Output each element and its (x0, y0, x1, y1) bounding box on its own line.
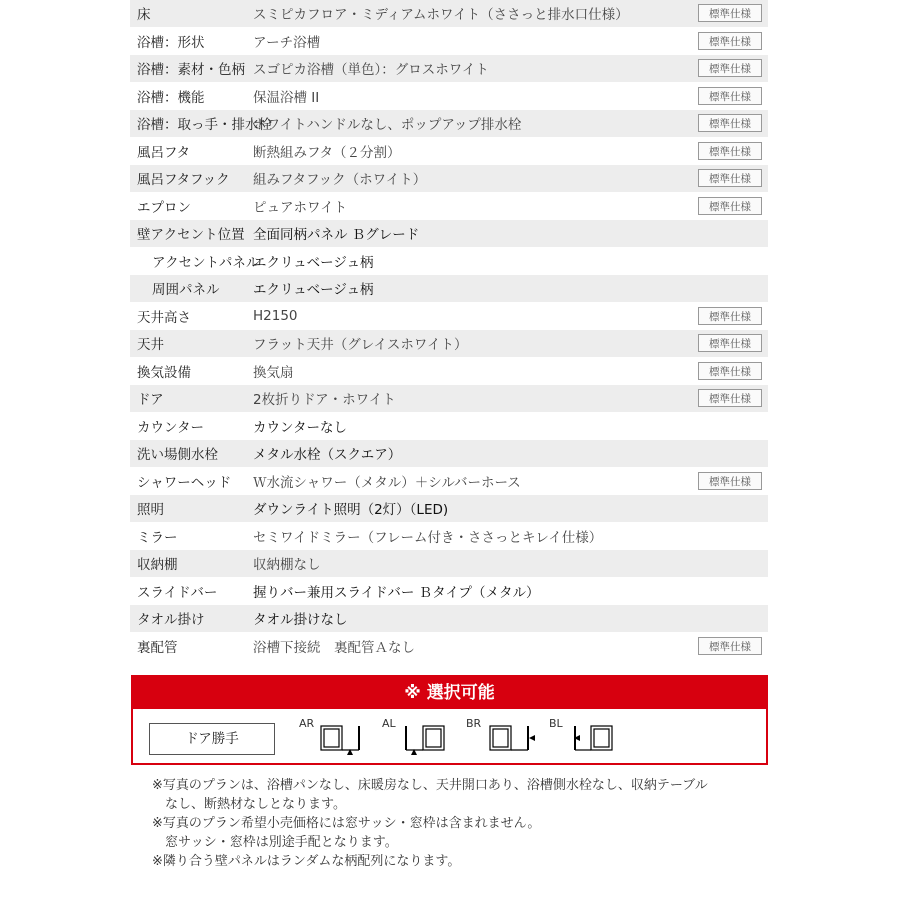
standard-spec-badge: 標準仕様 (698, 362, 762, 380)
spec-row (130, 385, 768, 413)
standard-spec-badge: 標準仕様 (698, 307, 762, 325)
spec-value: ダウンライト照明（2灯）（LED) (253, 502, 449, 519)
door-hand-label: ドア勝手 (149, 723, 275, 755)
door-hand-br-icon[interactable] (488, 724, 540, 756)
spec-row (130, 0, 768, 28)
spec-label: カウンター (137, 419, 204, 436)
door-hand-code-br: BR (466, 717, 482, 730)
spec-row (130, 248, 768, 276)
standard-spec-badge: 標準仕様 (698, 637, 762, 655)
spec-label: ミラー (137, 529, 178, 546)
spec-value: 全面同柄パネル Ｂグレード (253, 227, 420, 244)
note-line: ※写真のプランは、浴槽パンなし、床暖房なし、天井開口あり、浴槽側水栓なし、収納テーブル (152, 778, 708, 793)
spec-label: アクセントパネル (152, 254, 260, 271)
spec-row (130, 55, 768, 83)
standard-spec-badge: 標準仕様 (698, 472, 762, 490)
spec-label: 床 (137, 7, 151, 24)
spec-row (130, 440, 768, 468)
standard-spec-badge: 標準仕様 (698, 59, 762, 77)
spec-value: 組みフタフック（ホワイト） (253, 172, 427, 189)
standard-spec-badge: 標準仕様 (698, 114, 762, 132)
spec-value: 保温浴槽 II (253, 89, 320, 106)
spec-label: 風呂フタフック (137, 172, 230, 189)
spec-row (130, 605, 768, 633)
spec-row (130, 165, 768, 193)
spec-value: セミワイドミラー（フレーム付き・ささっとキレイ仕様） (253, 529, 603, 546)
door-hand-code-al: AL (382, 717, 396, 730)
spec-row (130, 495, 768, 523)
standard-spec-badge: 標準仕様 (698, 389, 762, 407)
spec-value: メタル水栓（スクエア） (253, 447, 402, 464)
spec-row (130, 193, 768, 221)
spec-label: ドア (137, 392, 164, 409)
spec-value: 握りバー兼用スライドバー Ｂタイプ（メタル） (253, 584, 540, 601)
spec-label: タオル掛け (137, 612, 205, 629)
spec-value: スゴピカ浴槽（単色）：グロスホワイト (253, 62, 489, 79)
spec-label: 洗い場側水栓 (137, 447, 218, 464)
spec-value: Ｗ水流シャワー（メタル）＋シルバーホース (253, 474, 521, 491)
spec-row (130, 110, 768, 138)
spec-label: 換気設備 (137, 364, 191, 381)
spec-label: 浴槽：形状 (137, 34, 205, 51)
spec-value: 収納棚なし (253, 557, 321, 574)
spec-value: 換気扇 (253, 364, 294, 381)
spec-label: エプロン (137, 199, 191, 216)
door-hand-bl-icon[interactable] (569, 724, 625, 756)
spec-value: カウンターなし (253, 419, 347, 436)
spec-label: スライドバー (137, 584, 218, 601)
spec-table (130, 0, 768, 660)
door-hand-code-bl: BL (549, 717, 563, 730)
note-line: なし、断熱材なしとなります。 (165, 797, 346, 812)
spec-row (130, 138, 768, 166)
spec-value: アーチ浴槽 (253, 34, 321, 51)
spec-value: ピュアホワイト (253, 199, 348, 216)
spec-row (130, 413, 768, 441)
note-line: 窓サッシ・窓枠は別途手配となります。 (165, 835, 398, 850)
standard-spec-badge: 標準仕様 (698, 334, 762, 352)
door-hand-ar-icon[interactable] (319, 724, 371, 756)
spec-row (130, 275, 768, 303)
spec-row (130, 28, 768, 56)
spec-label: 浴槽：機能 (137, 89, 205, 106)
spec-value: エクリュベージュ柄 (253, 254, 374, 271)
note-line: ※写真のプラン希望小売価格には窓サッシ・窓枠は含まれません。 (152, 816, 541, 831)
spec-label: 壁アクセント位置 (137, 227, 245, 244)
door-hand-row (133, 709, 766, 763)
spec-row (130, 633, 768, 661)
standard-spec-badge: 標準仕様 (698, 87, 762, 105)
standard-spec-badge: 標準仕様 (698, 4, 762, 22)
spec-label: シャワーヘッド (137, 474, 232, 491)
spec-row (130, 523, 768, 551)
spec-value: 断熱組みフタ（２分割） (253, 144, 401, 161)
spec-label: 照明 (137, 502, 164, 519)
spec-row (130, 220, 768, 248)
spec-row (130, 303, 768, 331)
spec-label: 裏配管 (137, 639, 178, 656)
spec-value: 2枚折りドア・ホワイト (253, 392, 396, 409)
spec-row (130, 330, 768, 358)
spec-value: ホワイトハンドルなし、ポップアップ排水栓 (253, 117, 522, 134)
spec-value: H2150 (253, 307, 298, 324)
spec-label: 風呂フタ (137, 144, 191, 161)
spec-value: タオル掛けなし (253, 612, 348, 629)
spec-row (130, 578, 768, 606)
standard-spec-badge: 標準仕様 (698, 169, 762, 187)
door-hand-al-icon[interactable] (403, 724, 455, 756)
spec-label: 天井高さ (137, 309, 191, 326)
spec-label: 浴槽：取っ手・排水栓 (137, 117, 272, 134)
spec-label: 収納棚 (137, 557, 178, 574)
spec-row (130, 550, 768, 578)
spec-value: スミピカフロア・ミディアムホワイト（ささっと排水口仕様） (253, 7, 629, 24)
selectable-options-box (131, 675, 768, 765)
standard-spec-badge: 標準仕様 (698, 197, 762, 215)
spec-value: 浴槽下接続 裏配管Ａなし (253, 639, 415, 656)
spec-label: 浴槽：素材・色柄 (137, 62, 245, 79)
notes (152, 776, 772, 871)
spec-label: 天井 (137, 337, 164, 354)
selectable-header: ※ 選択可能 (133, 677, 766, 709)
spec-row (130, 468, 768, 496)
spec-value: フラット天井（グレイスホワイト） (253, 337, 468, 354)
spec-label: 周囲パネル (152, 282, 220, 299)
note-line: ※隣り合う壁パネルはランダムな柄配列になります。 (152, 854, 461, 869)
spec-row (130, 358, 768, 386)
standard-spec-badge: 標準仕様 (698, 142, 762, 160)
spec-value: エクリュベージュ柄 (253, 282, 374, 299)
spec-row (130, 83, 768, 111)
door-hand-code-ar: AR (299, 717, 315, 730)
standard-spec-badge: 標準仕様 (698, 32, 762, 50)
